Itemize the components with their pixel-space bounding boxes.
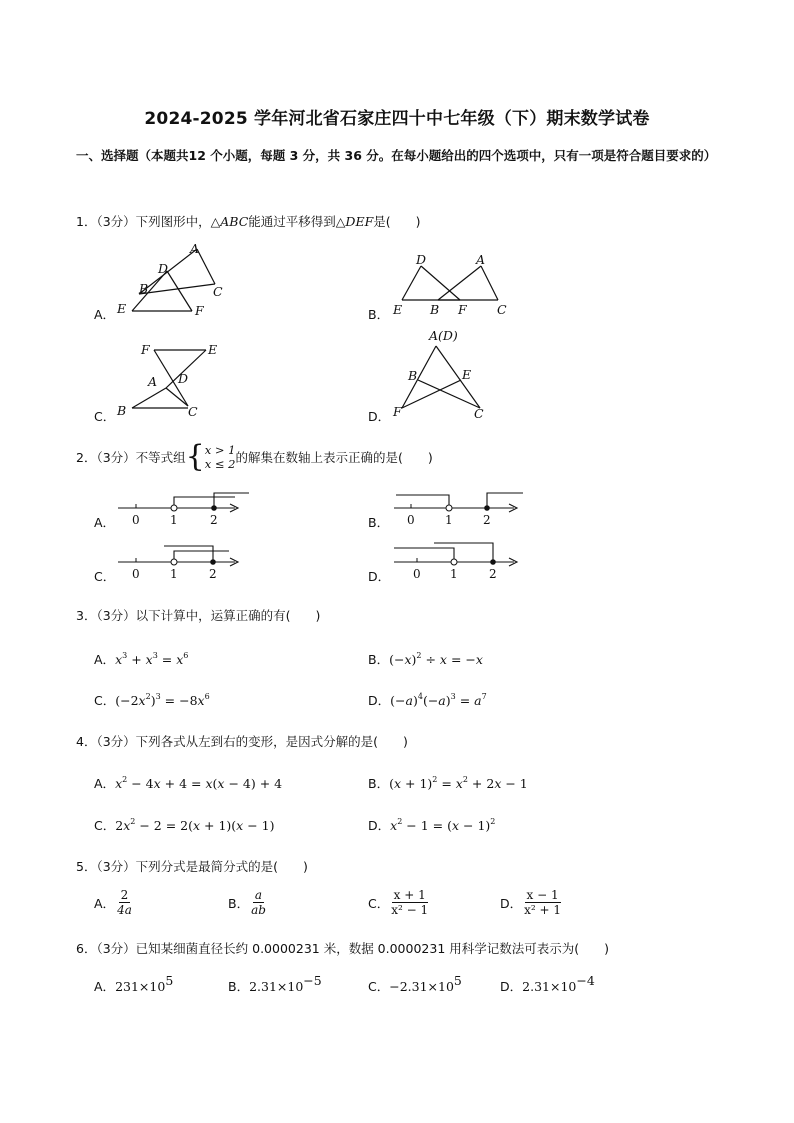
question-3-stem: 3．（3分）以下计算中，运算正确的有( ) xyxy=(76,608,321,623)
q3-option-b[interactable]: B．$(-x)^2 \div x = -x$ xyxy=(368,651,483,667)
svg-text:0: 0 xyxy=(132,567,140,581)
q1-figure-c xyxy=(112,338,227,422)
q5-option-d[interactable]: D． $\frac{x - 1}{\text{x² + 1}}$ xyxy=(500,888,562,917)
q3-option-d[interactable]: D．$(-a)^4(-a)^3 = a^7$ xyxy=(368,692,487,708)
q2-numberline-d xyxy=(386,538,531,584)
q1d-label-f: F xyxy=(393,404,402,419)
q5-option-b[interactable]: B． $\frac{a}{ab}$ xyxy=(228,888,266,917)
q1d-label-e: E xyxy=(462,367,472,382)
q3-option-a[interactable]: A．$x^3 + x^3 = x^6$ xyxy=(94,651,189,667)
page-title: 2024-2025 学年河北省石家庄四十中七年级（下）期末数学试卷 xyxy=(144,109,650,129)
q1c-label-e: E xyxy=(208,342,218,357)
svg-text:0: 0 xyxy=(407,513,415,527)
q2-option-b-label[interactable]: B． xyxy=(368,515,390,530)
q1d-label-c: C xyxy=(474,406,484,421)
q4-option-b[interactable]: B．$(x + 1)^2 = x^2 + 2x - 1$ xyxy=(368,775,528,791)
q1b-label-d: D xyxy=(416,252,427,267)
q1-figure-b xyxy=(386,248,526,320)
q1a-label-f: F xyxy=(195,303,204,318)
svg-text:2: 2 xyxy=(489,567,497,581)
q1c-label-a: A xyxy=(148,374,158,389)
q1a-label-c: C xyxy=(213,284,223,299)
fraction: $\frac{a}{ab}$ xyxy=(251,888,266,917)
q1d-label-ad: A(D) xyxy=(429,328,458,343)
system-brace-icon: { xyxy=(185,439,205,474)
q2-option-a-label[interactable]: A． xyxy=(94,515,116,530)
q1a-label-b: B xyxy=(139,281,149,296)
q5-option-a[interactable]: A． $\frac{2}{4a}$ xyxy=(94,888,132,917)
q2-option-d-label[interactable]: D． xyxy=(368,569,391,584)
q1-figure-d xyxy=(386,326,496,422)
q1b-label-a: A xyxy=(476,252,486,267)
q1-option-b-label[interactable]: B． xyxy=(368,307,390,322)
svg-text:2: 2 xyxy=(483,513,491,527)
q1-figure-a xyxy=(112,236,242,320)
q4-option-c[interactable]: C．$2x^2 - 2 = 2(x + 1)(x - 1)$ xyxy=(94,817,275,833)
q1a-label-d: D xyxy=(158,261,169,276)
svg-text:0: 0 xyxy=(132,513,140,527)
question-1-stem: 1．（3分）下列图形中，△ABC能通过平移得到△DEF是( ) xyxy=(76,214,421,229)
q6-option-d[interactable]: D．$2.31\times 10^{-4}$ xyxy=(500,973,595,994)
q1c-label-c: C xyxy=(188,404,198,419)
svg-text:0: 0 xyxy=(413,567,421,581)
q4-option-a[interactable]: A．$x^2 - 4x + 4 = x(x - 4) + 4$ xyxy=(94,775,283,791)
fraction: $\frac{x - 1}{\text{x² + 1}}$ xyxy=(524,888,562,917)
q1c-label-f: F xyxy=(141,342,150,357)
question-2-stem: 2．（3分）不等式组 { x > 1 x ≤ 2 的解集在数轴上表示正确的是( ) xyxy=(76,439,433,474)
q1b-label-b: B xyxy=(430,302,440,317)
svg-text:1: 1 xyxy=(450,567,458,581)
svg-text:1: 1 xyxy=(170,567,178,581)
question-6-stem: 6．（3分）已知某细菌直径长约 0.0000231 米，数据 0.0000231 用科学记数法可表示为( ) xyxy=(76,941,609,956)
q1d-label-b: B xyxy=(408,368,418,383)
fraction: $\frac{2}{4a}$ xyxy=(117,888,132,917)
svg-text:1: 1 xyxy=(445,513,453,527)
svg-text:1: 1 xyxy=(170,513,178,527)
q2-numberline-b xyxy=(386,488,531,532)
q1a-label-a: A xyxy=(190,241,200,256)
q5-option-c[interactable]: C． $\frac{x + 1}{\text{x² − 1}}$ xyxy=(368,888,429,917)
q1-option-c-label[interactable]: C． xyxy=(94,409,116,424)
q1b-label-e: E xyxy=(393,302,403,317)
q6-option-a[interactable]: A．$231\times 10^5$ xyxy=(94,973,174,994)
q6-option-c[interactable]: C．$-2.31\times 10^5$ xyxy=(368,973,462,994)
q1a-label-e: E xyxy=(117,301,127,316)
q2-option-c-label[interactable]: C． xyxy=(94,569,116,584)
svg-text:2: 2 xyxy=(209,567,217,581)
section-heading: 一、选择题（本题共12 个小题，每题 3 分，共 36 分。在每小题给出的四个选项中，只有一项是符合题目要求的） xyxy=(76,148,717,163)
q1c-label-b: B xyxy=(117,403,127,418)
inequality-system: x > 1 x ≤ 2 xyxy=(204,443,236,471)
q1b-label-f: F xyxy=(458,302,467,317)
fraction: $\frac{x + 1}{\text{x² − 1}}$ xyxy=(391,888,429,917)
q1-option-a-label[interactable]: A． xyxy=(94,307,116,322)
question-5-stem: 5．（3分）下列分式是最简分式的是( ) xyxy=(76,859,308,874)
q3-option-c[interactable]: C．$(-2x^2)^3 = -8x^6$ xyxy=(94,692,210,708)
q2-numberline-a xyxy=(110,488,250,532)
question-4-stem: 4．（3分）下列各式从左到右的变形，是因式分解的是( ) xyxy=(76,734,408,749)
q6-option-b[interactable]: B．$2.31\times 10^{-5}$ xyxy=(228,973,322,994)
q1c-label-d: D xyxy=(178,371,189,386)
svg-text:2: 2 xyxy=(210,513,218,527)
q1-option-d-label[interactable]: D． xyxy=(368,409,391,424)
q1b-label-c: C xyxy=(497,302,507,317)
q2-numberline-c xyxy=(110,541,250,585)
q4-option-d[interactable]: D．$x^2 - 1 = (x - 1)^2$ xyxy=(368,817,496,833)
